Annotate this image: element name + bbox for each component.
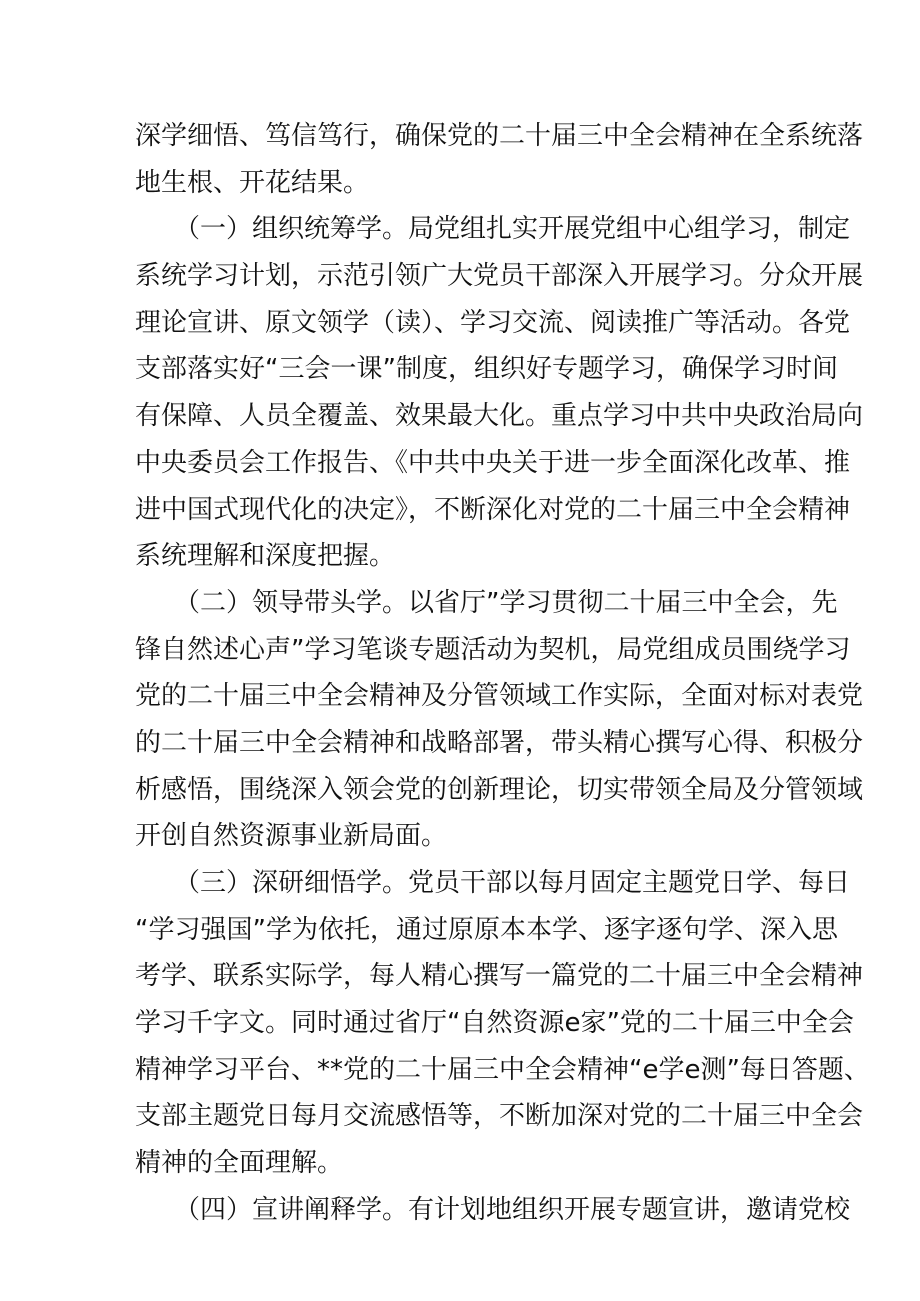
- text-line: 的二十届三中全会精神和战略部署，带头精心撰写心得、积极分: [135, 727, 864, 758]
- text-line: 学习千字文。同时通过省厅“自然资源e家”党的二十届三中全会: [135, 1008, 854, 1039]
- text-line: 系统学习计划，示范引领广大党员干部深入开展学习。分众开展: [135, 261, 864, 292]
- text-line: 中央委员会工作报告、《中共中央关于进一步全面深化改革、推: [135, 447, 851, 478]
- text-line: （二）领导带头学。以省厅”学习贯彻二十届三中全会，先: [135, 587, 838, 618]
- text-line: “学习强国”学为依托，通过原原本本学、逐字逐句学、深入思: [135, 914, 838, 945]
- text-line: 考学、联系实际学，每人精心撰写一篇党的二十届三中全会精神: [135, 961, 864, 992]
- text-line: 有保障、人员全覆盖、效果最大化。重点学习中共中央政治局向: [135, 401, 864, 432]
- text-line: 析感悟，围绕深入领会党的创新理论，切实带领全局及分管领域: [135, 774, 864, 805]
- text-line: 支部主题党日每月交流感悟等，不断加深对党的二十届三中全会: [135, 1101, 864, 1132]
- text-line: 系统理解和深度把握。: [135, 541, 396, 572]
- text-line: 精神的全面理解。: [135, 1148, 344, 1179]
- text-line: （四）宣讲阐释学。有计划地组织开展专题宣讲，邀请党校: [135, 1194, 851, 1225]
- text-line: （一）组织统筹学。局党组扎实开展党组中心组学习，制定: [135, 214, 851, 245]
- text-line: 理论宣讲、原文领学（读）、学习交流、阅读推广等活动。各党: [135, 307, 851, 338]
- text-line: 深学细悟、笃信笃行，确保党的二十届三中全会精神在全系统落: [135, 121, 864, 151]
- text-line: 进中国式现代化的决定》，不断深化对党的二十届三中全会精神: [135, 494, 851, 525]
- text-line: （三）深研细悟学。党员干部以每月固定主题党日学、每日: [135, 868, 851, 898]
- text-line: 精神学习平台、**党的二十届三中全会精神“e学e测”每日答题、: [135, 1054, 870, 1085]
- text-line: 锋自然述心声”学习笔谈专题活动为契机，局党组成员围绕学习: [135, 634, 851, 665]
- body-text: [135, 113, 870, 1234]
- text-line: 党的二十届三中全会精神及分管领域工作实际，全面对标对表党: [135, 681, 864, 712]
- text-line: 地生根、开花结果。: [135, 167, 370, 198]
- text-line: 支部落实好“三会一课”制度，组织好专题学习，确保学习时间: [135, 354, 838, 385]
- text-line: 开创自然资源事业新局面。: [135, 821, 448, 852]
